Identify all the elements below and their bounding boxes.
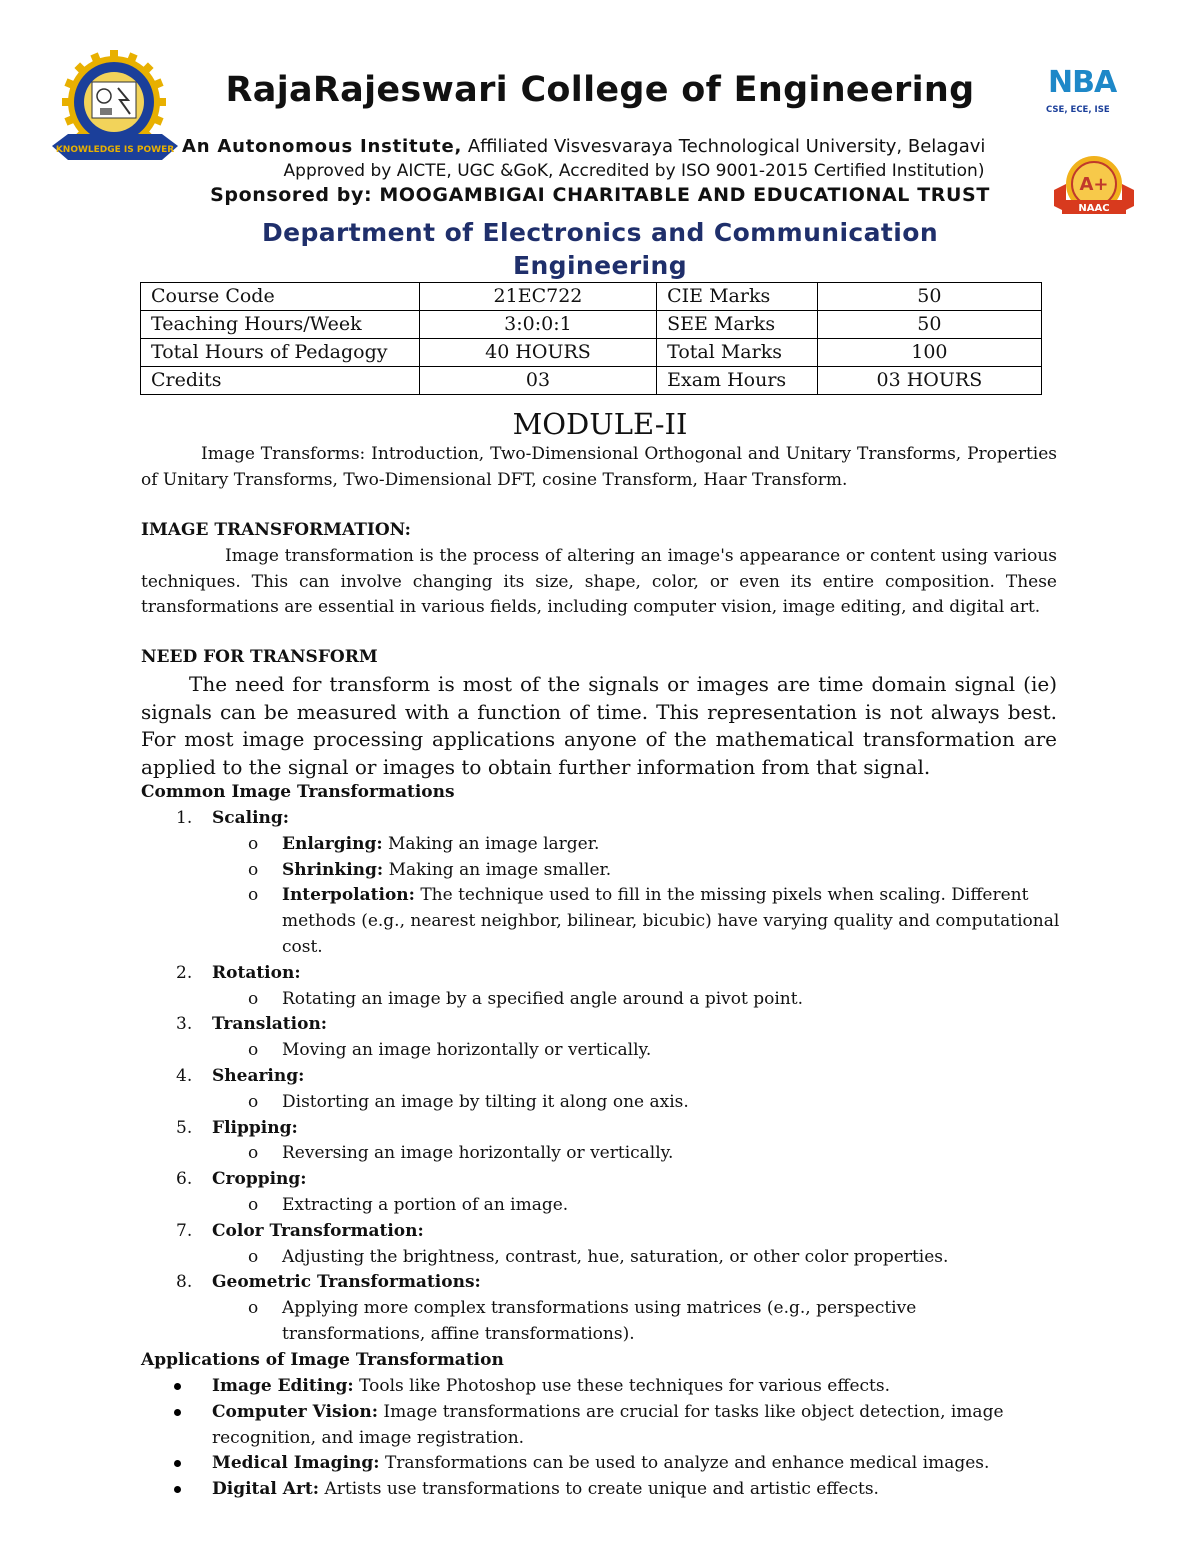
transformation-title: Flipping: xyxy=(212,1117,298,1138)
transformation-detail xyxy=(141,858,1061,884)
transformation-title: Scaling: xyxy=(212,808,290,828)
svg-text:CSE, ECE, ISE: CSE, ECE, ISE xyxy=(1046,105,1110,115)
transformation-title: Geometric Transformations: xyxy=(212,1272,481,1293)
course-table-cell: 100 xyxy=(817,339,1041,367)
circle-bullet-icon: o xyxy=(248,1040,259,1061)
need-for-transform-text: The need for transform is most of the signals or images are time domain signal (ie) signals can be measured with a function of time. This representation is not always best. For most image processing applications anyone of the mathematical transformation are applied to the signal or images to obtain further information from that signal. xyxy=(141,672,1057,779)
application-text: Artists use transformations to create unique and artistic effects. xyxy=(319,1479,879,1500)
svg-text:NBA: NBA xyxy=(1048,65,1117,100)
circle-bullet-icon: o xyxy=(248,1194,259,1215)
module-syllabus xyxy=(141,442,1057,493)
detail-term: Shrinking: xyxy=(282,859,384,880)
application-text: Tools like Photoshop use these techniques for various effects. xyxy=(353,1376,890,1396)
transformation-item xyxy=(141,1012,1061,1038)
transformation-detail xyxy=(141,1141,1061,1167)
application-term: Digital Art: xyxy=(212,1479,320,1500)
application-item xyxy=(141,1477,1061,1503)
transformation-item xyxy=(141,1270,1061,1296)
course-table-row xyxy=(141,311,1042,339)
transformation-item xyxy=(141,806,1061,832)
detail-text: Extracting a portion of an image. xyxy=(282,1194,569,1215)
image-transformation-text: Image transformation is the process of altering an image's appearance or content using various techniques. This can involve changing its size, shape, color, or even its entire composition. These transformations are essential in various fields, including computer vision, image editing, and digital art. xyxy=(141,546,1057,617)
approval-line: Approved by AICTE, UGC &GoK, Accredited by ISO 9001-2015 Certified Institution) xyxy=(283,161,985,181)
transformation-detail xyxy=(141,1193,1061,1219)
course-table-row xyxy=(141,283,1042,311)
applications-heading: Applications of Image Transformation xyxy=(141,1350,504,1370)
course-table-cell: Course Code xyxy=(141,283,420,311)
detail-term: Enlarging: xyxy=(282,833,383,854)
detail-text: The technique used to fill in the missing pixels when scaling. Different methods (e.g., nearest neighbor, bilinear, bicubic) have varying quality and computational cost. xyxy=(282,885,1060,957)
course-table-row xyxy=(141,367,1042,395)
transformation-title: Cropping: xyxy=(212,1169,307,1190)
circle-bullet-icon: o xyxy=(248,1246,259,1267)
transformation-item xyxy=(141,1219,1061,1245)
circle-bullet-icon: o xyxy=(248,988,259,1009)
bullet-icon xyxy=(174,1486,181,1493)
transformation-item xyxy=(141,1116,1061,1142)
course-table-cell: Teaching Hours/Week xyxy=(141,311,420,339)
need-for-transform-body xyxy=(141,671,1057,781)
course-table-cell: 03 xyxy=(419,367,656,395)
item-number: 2. xyxy=(176,962,193,983)
svg-text:NAAC: NAAC xyxy=(1078,203,1110,214)
transformation-detail xyxy=(141,883,1061,960)
item-number: 6. xyxy=(176,1169,193,1190)
detail-text: Moving an image horizontally or vertically. xyxy=(282,1040,652,1061)
department-title: Department of Electronics and Communication Engineering xyxy=(261,218,939,280)
course-table-cell: Exam Hours xyxy=(657,367,818,395)
circle-bullet-icon: o xyxy=(248,833,259,854)
course-table-cell: 03 HOURS xyxy=(817,367,1041,395)
course-table-cell: 3:0:0:1 xyxy=(419,311,656,339)
course-table-row xyxy=(141,339,1042,367)
transformation-detail xyxy=(141,1090,1061,1116)
transformation-detail xyxy=(141,1296,1061,1348)
item-number: 7. xyxy=(176,1220,193,1241)
transformation-detail xyxy=(141,1245,1061,1271)
application-term: Computer Vision: xyxy=(212,1401,378,1422)
course-table-cell: Total Hours of Pedagogy xyxy=(141,339,420,367)
item-number: 4. xyxy=(176,1065,193,1086)
application-term: Medical Imaging: xyxy=(212,1453,380,1474)
detail-text: Distorting an image by tilting it along one axis. xyxy=(282,1091,689,1112)
detail-text: Rotating an image by a specified angle around a pivot point. xyxy=(282,988,803,1009)
transformation-item xyxy=(141,1064,1061,1090)
course-table-cell: 50 xyxy=(817,283,1041,311)
transformation-title: Rotation: xyxy=(212,962,301,983)
circle-bullet-icon: o xyxy=(248,859,259,880)
application-text: Transformations can be used to analyze and enhance medical images. xyxy=(379,1453,990,1474)
bullet-icon xyxy=(174,1460,181,1467)
course-table-cell: 40 HOURS xyxy=(419,339,656,367)
course-info-table xyxy=(140,282,1042,395)
circle-bullet-icon: o xyxy=(248,1298,259,1319)
syllabus-text: Image Transforms: Introduction, Two-Dimensional Orthogonal and Unitary Transforms, Properties of Unitary Transforms, Two-Dimensional DFT, cosine Transform, Haar Transform. xyxy=(141,444,1057,490)
course-table-cell: Credits xyxy=(141,367,420,395)
transformation-item xyxy=(141,961,1061,987)
circle-bullet-icon: o xyxy=(248,885,259,906)
circle-bullet-icon: o xyxy=(248,1091,259,1112)
transformation-detail xyxy=(141,1038,1061,1064)
detail-term: Interpolation: xyxy=(282,885,415,906)
common-transformations-list xyxy=(141,806,1061,1348)
application-term: Image Editing: xyxy=(212,1376,354,1396)
detail-text: Making an image smaller. xyxy=(383,859,612,880)
transformation-detail xyxy=(141,832,1061,858)
application-text: Image transformations are crucial for tasks like object detection, image recognition, and image registration. xyxy=(212,1401,1004,1448)
course-table-cell: 21EC722 xyxy=(419,283,656,311)
item-number: 5. xyxy=(176,1117,193,1138)
application-item xyxy=(141,1374,1061,1400)
detail-text: Making an image larger. xyxy=(382,833,600,854)
transformation-item xyxy=(141,1167,1061,1193)
detail-text: Applying more complex transformations using matrices (e.g., perspective transformations, affine transformations). xyxy=(282,1298,917,1344)
course-table-cell: Total Marks xyxy=(657,339,818,367)
application-item xyxy=(141,1451,1061,1477)
svg-text:KNOWLEDGE IS POWER: KNOWLEDGE IS POWER xyxy=(55,145,175,155)
image-transformation-body xyxy=(141,544,1057,621)
svg-text:A+: A+ xyxy=(1079,174,1109,195)
need-for-transform-heading: NEED FOR TRANSFORM xyxy=(141,647,378,667)
bullet-icon xyxy=(174,1409,181,1416)
autonomous-label: An Autonomous Institute, xyxy=(182,136,463,157)
affiliation-line xyxy=(182,136,1046,157)
item-number: 1. xyxy=(176,808,193,828)
course-table-cell: SEE Marks xyxy=(657,311,818,339)
affiliation-text: Affiliated Visvesvaraya Technological University, Belagavi xyxy=(462,136,986,157)
application-item xyxy=(141,1400,1061,1452)
item-number: 8. xyxy=(176,1272,193,1293)
detail-text: Reversing an image horizontally or vertically. xyxy=(282,1143,674,1164)
course-table-cell: 50 xyxy=(817,311,1041,339)
common-transformations-heading: Common Image Transformations xyxy=(141,782,455,802)
module-title: MODULE-II xyxy=(512,407,688,441)
circle-bullet-icon: o xyxy=(248,1143,259,1164)
item-number: 3. xyxy=(176,1014,193,1035)
applications-list xyxy=(141,1374,1061,1503)
image-transformation-heading: IMAGE TRANSFORMATION: xyxy=(141,520,411,540)
bullet-icon xyxy=(174,1383,181,1390)
transformation-title: Color Transformation: xyxy=(212,1220,424,1241)
transformation-title: Translation: xyxy=(212,1014,328,1035)
transformation-detail xyxy=(141,987,1061,1013)
transformation-title: Shearing: xyxy=(212,1065,305,1086)
sponsor-line: Sponsored by: MOOGAMBIGAI CHARITABLE AND EDUCATIONAL TRUST xyxy=(210,184,990,206)
course-table-cell: CIE Marks xyxy=(657,283,818,311)
detail-text: Adjusting the brightness, contrast, hue, saturation, or other color properties. xyxy=(282,1246,949,1267)
college-name: RajaRajeswari College of Engineering xyxy=(225,70,975,110)
